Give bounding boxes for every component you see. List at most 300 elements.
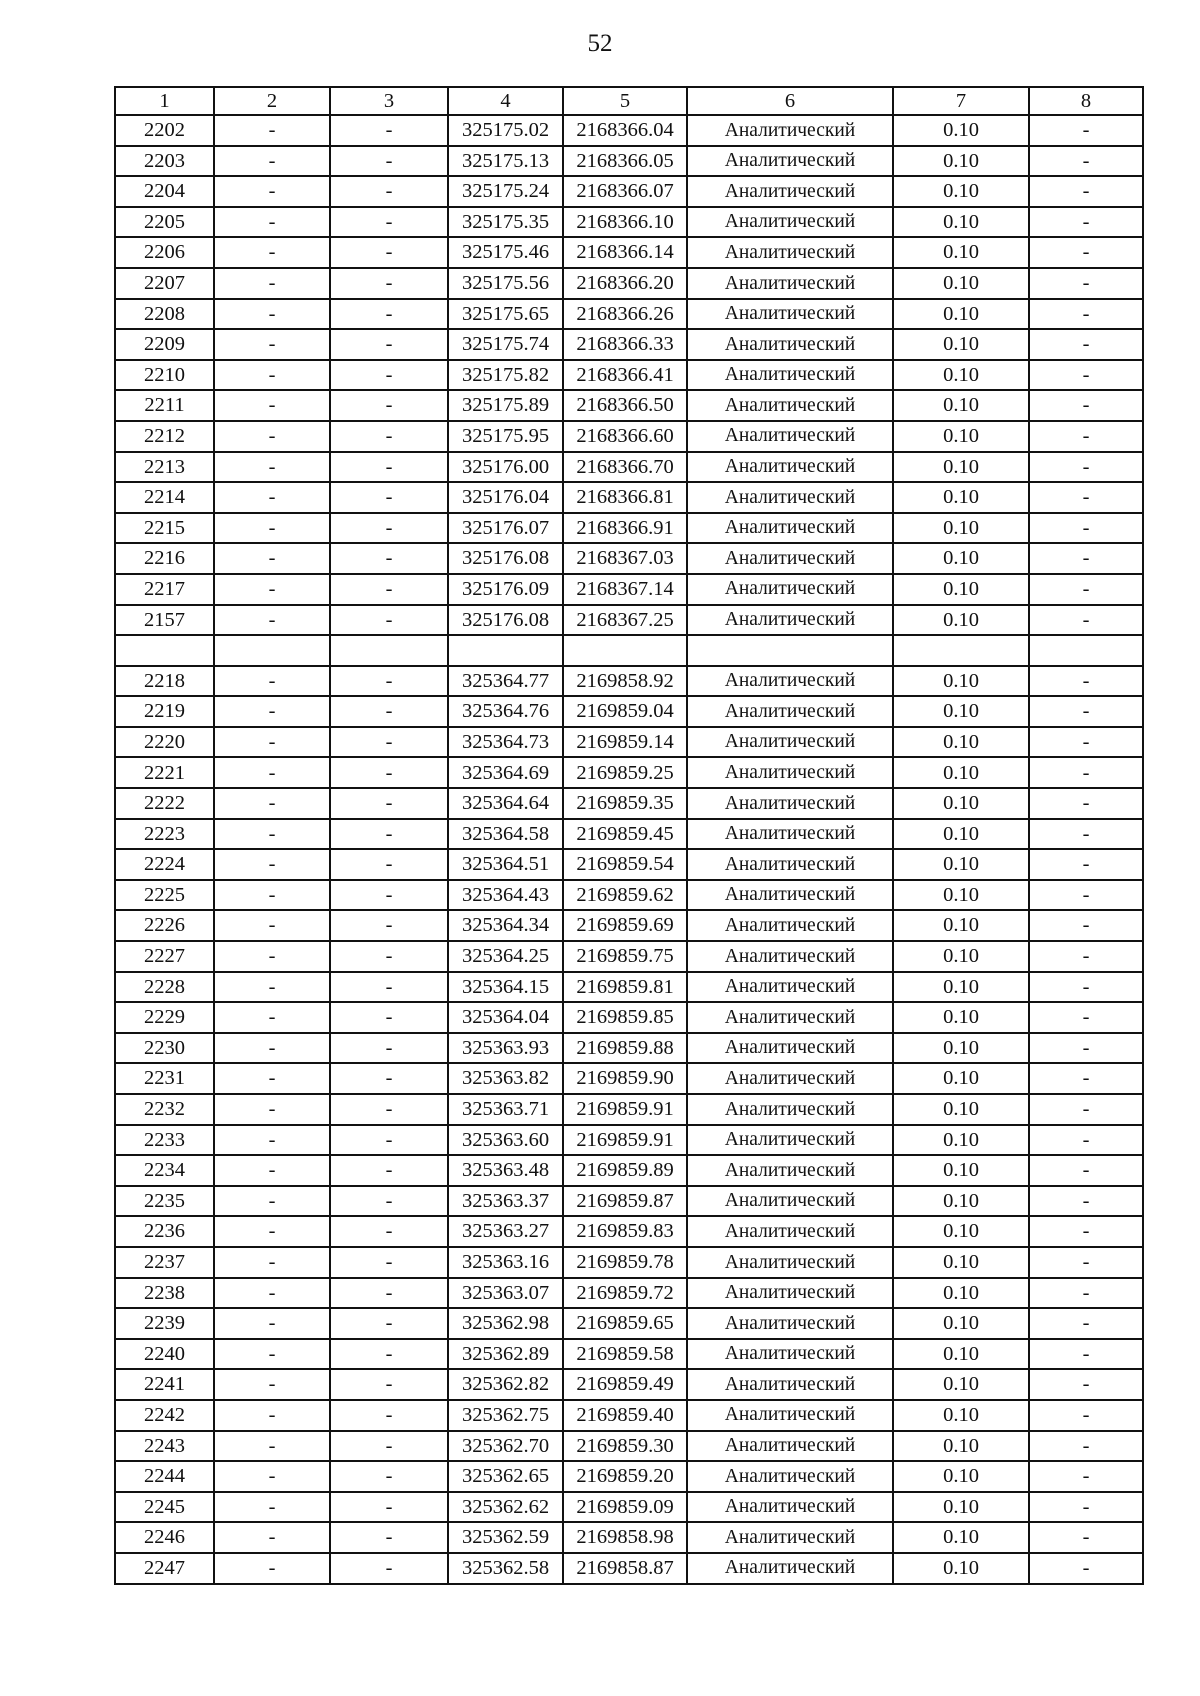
x-coordinate: 325362.89 [448,1339,563,1370]
y-coordinate: 2169859.83 [563,1216,687,1247]
accuracy: 0.10 [893,972,1029,1003]
col3-value: - [330,1492,448,1523]
col3-value: - [330,146,448,177]
col8-value: - [1029,1461,1143,1492]
method: Аналитический [687,115,893,146]
accuracy: 0.10 [893,788,1029,819]
point-number: 2224 [115,849,214,880]
table-body [115,115,1143,1584]
col2-value: - [214,605,330,636]
table-row [115,941,1143,972]
y-coordinate: 2168366.50 [563,390,687,421]
point-number: 2212 [115,421,214,452]
column-header-1: 1 [115,87,214,115]
col2-value: - [214,1308,330,1339]
col3-value: - [330,1063,448,1094]
col3-value: - [330,299,448,330]
y-coordinate: 2168367.25 [563,605,687,636]
method: Аналитический [687,1431,893,1462]
table-row [115,146,1143,177]
col8-value: - [1029,1247,1143,1278]
point-number: 2210 [115,360,214,391]
y-coordinate: 2168366.05 [563,146,687,177]
col8-value: - [1029,1216,1143,1247]
col2-value: - [214,1431,330,1462]
x-coordinate: 325175.24 [448,176,563,207]
y-coordinate: 2169859.25 [563,757,687,788]
col8-value: - [1029,1400,1143,1431]
accuracy: 0.10 [893,299,1029,330]
accuracy: 0.10 [893,176,1029,207]
accuracy: 0.10 [893,1033,1029,1064]
x-coordinate: 325364.15 [448,972,563,1003]
y-coordinate: 2168366.41 [563,360,687,391]
col8-value: - [1029,972,1143,1003]
method: Аналитический [687,1492,893,1523]
coordinates-table [114,86,1144,1585]
point-number: 2243 [115,1431,214,1462]
y-coordinate: 2169859.81 [563,972,687,1003]
col2-value: - [214,329,330,360]
x-coordinate: 325363.37 [448,1186,563,1217]
y-coordinate: 2169859.90 [563,1063,687,1094]
col3-value: - [330,176,448,207]
x-coordinate: 325363.07 [448,1278,563,1309]
table-row [115,390,1143,421]
table-row [115,1063,1143,1094]
col3-value: - [330,605,448,636]
col3-value: - [330,1278,448,1309]
x-coordinate: 325364.51 [448,849,563,880]
col8-value: - [1029,1063,1143,1094]
method: Аналитический [687,176,893,207]
method: Аналитический [687,1522,893,1553]
x-coordinate: 325363.48 [448,1155,563,1186]
x-coordinate: 325364.76 [448,696,563,727]
y-coordinate: 2169859.30 [563,1431,687,1462]
x-coordinate: 325175.56 [448,268,563,299]
method: Аналитический [687,666,893,697]
y-coordinate: 2169859.72 [563,1278,687,1309]
method: Аналитический [687,574,893,605]
method: Аналитический [687,299,893,330]
col2-value: - [214,574,330,605]
y-coordinate: 2168366.33 [563,329,687,360]
method: Аналитический [687,972,893,1003]
table-row [115,1369,1143,1400]
table-row [115,360,1143,391]
x-coordinate: 325362.62 [448,1492,563,1523]
col3-value: - [330,207,448,238]
accuracy: 0.10 [893,421,1029,452]
point-number: 2244 [115,1461,214,1492]
y-coordinate: 2169859.89 [563,1155,687,1186]
accuracy: 0.10 [893,390,1029,421]
x-coordinate: 325362.58 [448,1553,563,1584]
accuracy: 0.10 [893,941,1029,972]
method: Аналитический [687,941,893,972]
accuracy: 0.10 [893,513,1029,544]
col8-value: - [1029,452,1143,483]
col3-value: - [330,1186,448,1217]
column-header-8: 8 [1029,87,1143,115]
method: Аналитический [687,727,893,758]
col2-value: - [214,482,330,513]
column-header-7: 7 [893,87,1029,115]
table-row [115,482,1143,513]
col8-value: - [1029,1125,1143,1156]
col8-value: - [1029,757,1143,788]
y-coordinate: 2168366.91 [563,513,687,544]
y-coordinate: 2169859.85 [563,1002,687,1033]
y-coordinate: 2169859.91 [563,1125,687,1156]
accuracy: 0.10 [893,146,1029,177]
method: Аналитический [687,788,893,819]
col3-value: - [330,849,448,880]
x-coordinate: 325364.73 [448,727,563,758]
col8-value: - [1029,1308,1143,1339]
point-number: 2240 [115,1339,214,1370]
col8-value: - [1029,1002,1143,1033]
point-number: 2218 [115,666,214,697]
col3-value: - [330,910,448,941]
accuracy: 0.10 [893,115,1029,146]
x-coordinate: 325363.27 [448,1216,563,1247]
accuracy: 0.10 [893,1094,1029,1125]
method: Аналитический [687,329,893,360]
col2-value: - [214,390,330,421]
y-coordinate: 2169859.91 [563,1094,687,1125]
col8-value: - [1029,1553,1143,1584]
col2-value: - [214,1002,330,1033]
accuracy: 0.10 [893,1063,1029,1094]
col3-value: - [330,1002,448,1033]
col2-value: - [214,1400,330,1431]
col3-value: - [330,1155,448,1186]
table-row [115,1461,1143,1492]
col2-value: - [214,299,330,330]
col2-value: - [214,115,330,146]
table-row [115,666,1143,697]
table-row [115,1002,1143,1033]
accuracy: 0.10 [893,1125,1029,1156]
y-coordinate: 2169859.54 [563,849,687,880]
method: Аналитический [687,696,893,727]
y-coordinate: 2169859.62 [563,880,687,911]
point-number: 2222 [115,788,214,819]
point-number: 2237 [115,1247,214,1278]
col8-value: - [1029,1431,1143,1462]
column-header-3: 3 [330,87,448,115]
method: Аналитический [687,849,893,880]
page-number: 52 [587,30,613,57]
col8-value: - [1029,268,1143,299]
x-coordinate: 325363.60 [448,1125,563,1156]
x-coordinate: 325364.64 [448,788,563,819]
col8-value: - [1029,1186,1143,1217]
x-coordinate: 325175.89 [448,390,563,421]
table-row [115,1216,1143,1247]
accuracy: 0.10 [893,1216,1029,1247]
point-number: 2234 [115,1155,214,1186]
col3-value: - [330,1216,448,1247]
col2-value: - [214,696,330,727]
x-coordinate: 325362.65 [448,1461,563,1492]
x-coordinate: 325363.82 [448,1063,563,1094]
col2-value: - [214,1492,330,1523]
table-row [115,513,1143,544]
col3-value: - [330,543,448,574]
col3-value: - [330,696,448,727]
col3-value: - [330,1461,448,1492]
table-row [115,1155,1143,1186]
table-row [115,1094,1143,1125]
method: Аналитический [687,757,893,788]
col3-value: - [330,237,448,268]
accuracy: 0.10 [893,482,1029,513]
y-coordinate: 2168366.20 [563,268,687,299]
col2-value: - [214,1553,330,1584]
col3-value: - [330,421,448,452]
table-row [115,1125,1143,1156]
method: Аналитический [687,268,893,299]
y-coordinate: 2168366.60 [563,421,687,452]
col2-value: - [214,421,330,452]
accuracy: 0.10 [893,1278,1029,1309]
x-coordinate: 325364.25 [448,941,563,972]
point-number: 2231 [115,1063,214,1094]
point-number: 2223 [115,819,214,850]
method: Аналитический [687,1308,893,1339]
col8-value: - [1029,299,1143,330]
point-number: 2207 [115,268,214,299]
x-coordinate: 325364.69 [448,757,563,788]
col2-value: - [214,452,330,483]
y-coordinate: 2169858.98 [563,1522,687,1553]
x-coordinate: 325175.46 [448,237,563,268]
x-coordinate: 325175.82 [448,360,563,391]
accuracy: 0.10 [893,910,1029,941]
y-coordinate: 2169859.14 [563,727,687,758]
col8-value: - [1029,513,1143,544]
col8-value: - [1029,849,1143,880]
method: Аналитический [687,1094,893,1125]
col3-value: - [330,115,448,146]
y-coordinate: 2169859.69 [563,910,687,941]
point-number: 2219 [115,696,214,727]
accuracy: 0.10 [893,727,1029,758]
point-number: 2221 [115,757,214,788]
col8-value: - [1029,788,1143,819]
col2-value: - [214,1247,330,1278]
col3-value: - [330,1033,448,1064]
col3-value: - [330,941,448,972]
accuracy: 0.10 [893,757,1029,788]
point-number: 2230 [115,1033,214,1064]
point-number: 2205 [115,207,214,238]
point-number: 2232 [115,1094,214,1125]
col3-value: - [330,1400,448,1431]
point-number: 2238 [115,1278,214,1309]
col3-value: - [330,268,448,299]
y-coordinate: 2169859.45 [563,819,687,850]
table-row [115,207,1143,238]
col2-value: - [214,1522,330,1553]
point-number: 2202 [115,115,214,146]
method: Аналитический [687,1002,893,1033]
x-coordinate: 325363.93 [448,1033,563,1064]
x-coordinate: 325175.35 [448,207,563,238]
col8-value: - [1029,390,1143,421]
table-row [115,696,1143,727]
col8-value: - [1029,605,1143,636]
col3-value: - [330,329,448,360]
point-number: 2216 [115,543,214,574]
col8-value: - [1029,727,1143,758]
accuracy: 0.10 [893,1339,1029,1370]
col2-value: - [214,849,330,880]
table-row [115,421,1143,452]
table-row [115,1247,1143,1278]
accuracy: 0.10 [893,543,1029,574]
y-coordinate: 2168366.26 [563,299,687,330]
header-row [115,87,1143,115]
col3-value: - [330,880,448,911]
col8-value: - [1029,666,1143,697]
col2-value: - [214,1216,330,1247]
y-coordinate: 2169858.87 [563,1553,687,1584]
accuracy: 0.10 [893,1553,1029,1584]
point-number: 2233 [115,1125,214,1156]
accuracy: 0.10 [893,1308,1029,1339]
col8-value: - [1029,910,1143,941]
accuracy: 0.10 [893,1400,1029,1431]
table-row [115,1308,1143,1339]
table-row [115,1553,1143,1584]
method: Аналитический [687,543,893,574]
x-coordinate: 325175.95 [448,421,563,452]
point-number: 2247 [115,1553,214,1584]
x-coordinate: 325363.16 [448,1247,563,1278]
col8-value: - [1029,1492,1143,1523]
col3-value: - [330,482,448,513]
col8-value: - [1029,146,1143,177]
col3-value: - [330,1339,448,1370]
y-coordinate: 2169859.58 [563,1339,687,1370]
accuracy: 0.10 [893,360,1029,391]
method: Аналитический [687,452,893,483]
point-number: 2215 [115,513,214,544]
empty-cell [115,635,214,666]
col8-value: - [1029,237,1143,268]
y-coordinate: 2168367.14 [563,574,687,605]
method: Аналитический [687,1339,893,1370]
col8-value: - [1029,1339,1143,1370]
col2-value: - [214,513,330,544]
method: Аналитический [687,819,893,850]
x-coordinate: 325176.00 [448,452,563,483]
method: Аналитический [687,360,893,391]
col8-value: - [1029,819,1143,850]
col2-value: - [214,1125,330,1156]
x-coordinate: 325176.08 [448,543,563,574]
x-coordinate: 325362.59 [448,1522,563,1553]
table-row [115,819,1143,850]
col2-value: - [214,1186,330,1217]
table-row [115,605,1143,636]
col3-value: - [330,1369,448,1400]
x-coordinate: 325364.43 [448,880,563,911]
y-coordinate: 2169859.40 [563,1400,687,1431]
x-coordinate: 325176.07 [448,513,563,544]
column-header-4: 4 [448,87,563,115]
col8-value: - [1029,696,1143,727]
x-coordinate: 325175.02 [448,115,563,146]
col8-value: - [1029,543,1143,574]
table-row [115,237,1143,268]
col8-value: - [1029,207,1143,238]
y-coordinate: 2169859.88 [563,1033,687,1064]
x-coordinate: 325175.13 [448,146,563,177]
method: Аналитический [687,390,893,421]
col2-value: - [214,1155,330,1186]
method: Аналитический [687,1216,893,1247]
col2-value: - [214,1033,330,1064]
y-coordinate: 2168366.10 [563,207,687,238]
method: Аналитический [687,1369,893,1400]
col2-value: - [214,880,330,911]
col2-value: - [214,972,330,1003]
point-number: 2225 [115,880,214,911]
point-number: 2204 [115,176,214,207]
y-coordinate: 2169859.75 [563,941,687,972]
col8-value: - [1029,1522,1143,1553]
method: Аналитический [687,1400,893,1431]
accuracy: 0.10 [893,1461,1029,1492]
col3-value: - [330,1094,448,1125]
y-coordinate: 2169859.65 [563,1308,687,1339]
point-number: 2235 [115,1186,214,1217]
x-coordinate: 325362.70 [448,1431,563,1462]
empty-cell [893,635,1029,666]
point-number: 2214 [115,482,214,513]
table-row [115,1492,1143,1523]
accuracy: 0.10 [893,1431,1029,1462]
col2-value: - [214,819,330,850]
point-number: 2239 [115,1308,214,1339]
accuracy: 0.10 [893,1247,1029,1278]
col2-value: - [214,1369,330,1400]
y-coordinate: 2168366.14 [563,237,687,268]
method: Аналитический [687,1553,893,1584]
col3-value: - [330,513,448,544]
col8-value: - [1029,574,1143,605]
point-number: 2242 [115,1400,214,1431]
accuracy: 0.10 [893,329,1029,360]
accuracy: 0.10 [893,1002,1029,1033]
column-header-5: 5 [563,87,687,115]
col8-value: - [1029,360,1143,391]
empty-cell [1029,635,1143,666]
y-coordinate: 2169859.78 [563,1247,687,1278]
table-row [115,268,1143,299]
x-coordinate: 325175.74 [448,329,563,360]
x-coordinate: 325363.71 [448,1094,563,1125]
method: Аналитический [687,1063,893,1094]
col2-value: - [214,788,330,819]
method: Аналитический [687,421,893,452]
col8-value: - [1029,1155,1143,1186]
